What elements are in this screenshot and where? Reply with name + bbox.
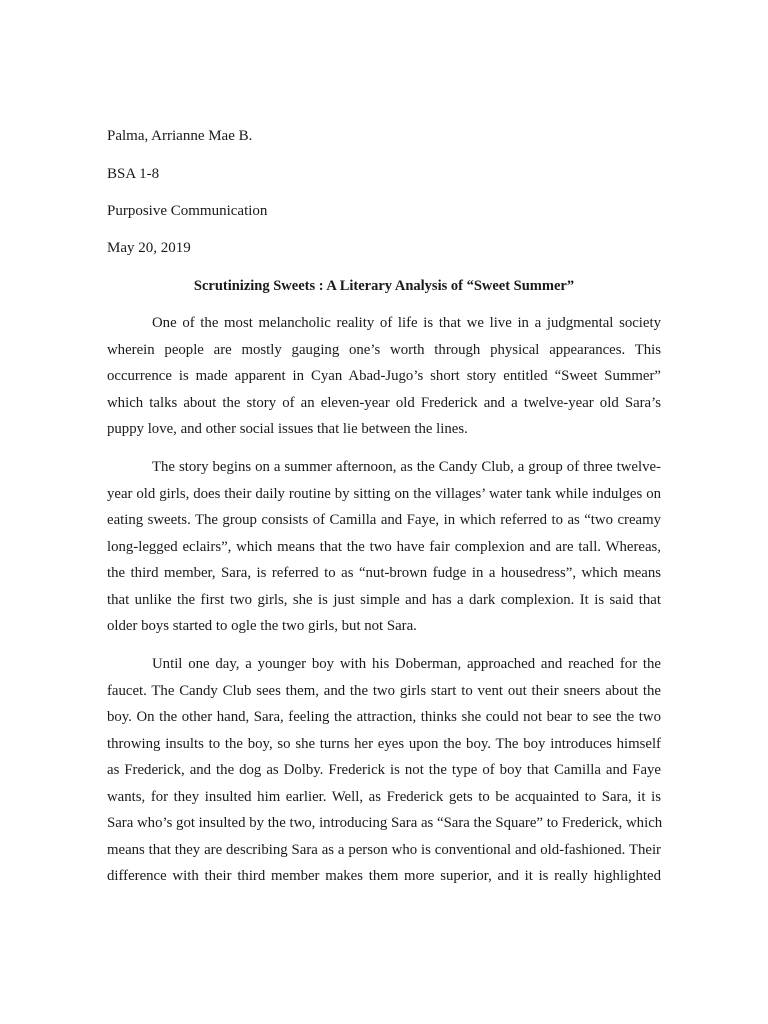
paragraph-line: Sara who’s got insulted by the two, introducing Sara as “Sara the Square” to Frederick, which <box>107 815 663 831</box>
paragraph-1 <box>107 310 661 443</box>
paragraph-line: which talks about the story of an eleven-year old Frederick and a twelve-year old Sara’s <box>107 394 661 411</box>
paragraph-line: throwing insults to the boy, so she turns her eyes upon the boy. The boy introduces himself <box>107 735 661 752</box>
author-name: Palma, Arrianne Mae B. <box>107 128 253 144</box>
paragraph-line: the third member, Sara, is referred to as “nut-brown fudge in a housedress”, which means <box>107 565 661 581</box>
paragraph-line: Until one day, a younger boy with his Doberman, approached and reached for the <box>152 656 661 672</box>
paragraph-line: means that they are describing Sara as a person who is conventional and old-fashioned. Their <box>107 841 661 858</box>
section-label: BSA 1-8 <box>107 166 160 182</box>
paragraph-line: year old girls, does their daily routine by sitting on the villages’ water tank while indulges on <box>107 485 661 502</box>
paragraph-line: occurrence is made apparent in Cyan Abad-Jugo’s short story entitled “Sweet Summer” <box>107 368 661 384</box>
paragraph-line: One of the most melancholic reality of life is that we live in a judgmental society <box>152 315 661 331</box>
paragraph-line: difference with their third member makes them more superior, and it is really highlighted <box>107 868 661 884</box>
paragraph-line: wherein people are mostly gauging one’s worth through physical appearances. This <box>107 341 661 358</box>
paragraph-line: that unlike the first two girls, she is just simple and has a dark complexion. It is said that <box>107 591 661 608</box>
paragraph-line: puppy love, and other social issues that lie between the lines. <box>107 421 468 437</box>
paragraph-3 <box>107 651 661 890</box>
paragraph-line: wants, for they insulted him earlier. Well, as Frederick gets to be acquainted to Sara, it is <box>107 788 661 805</box>
date-label: May 20, 2019 <box>107 240 191 256</box>
paragraph-line: as Frederick, and the dog as Dolby. Frederick is not the type of boy that Camilla and Faye <box>107 762 661 778</box>
paragraph-2 <box>107 454 661 640</box>
essay-title: Scrutinizing Sweets : A Literary Analysis of “Sweet Summer” <box>193 278 575 294</box>
course-label: Purposive Communication <box>107 203 268 219</box>
paragraph-line: older boys started to ogle the two girls, but not Sara. <box>107 618 417 634</box>
paragraph-line: The story begins on a summer afternoon, as the Candy Club, a group of three twelve- <box>152 459 661 475</box>
paragraph-line: boy. On the other hand, Sara, feeling the attraction, thinks she could not bear to see the two <box>107 709 661 725</box>
paragraph-line: faucet. The Candy Club sees them, and the two girls start to vent out their sneers about the <box>107 682 661 699</box>
paragraph-line: eating sweets. The group consists of Camilla and Faye, in which referred to as “two creamy <box>107 512 661 528</box>
paragraph-line: long-legged eclairs”, which means that the two have fair complexion and are tall. Whereas, <box>107 538 661 555</box>
